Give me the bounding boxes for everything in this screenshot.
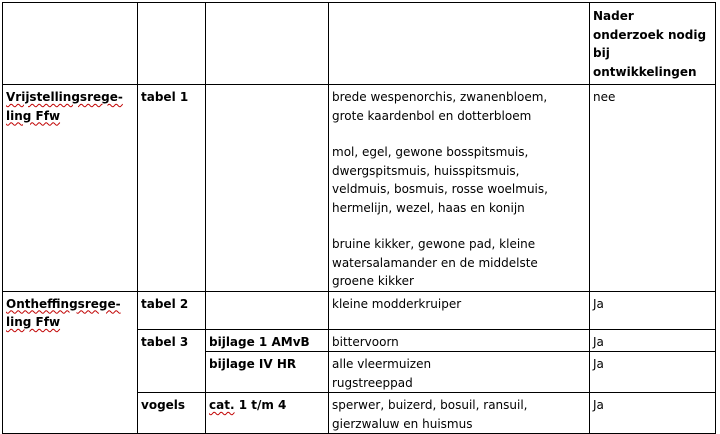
species-table [2,2,716,434]
species-line: gierzwaluw en huismus [332,416,473,431]
tabel-cell: tabel 2 [138,291,206,329]
cat-rest: 1 t/m 4 [234,398,287,412]
nader-cell: Ja [590,352,716,393]
species-line: grote kaardenbol en dotterbloem [332,108,532,123]
species-line: veldmuis, bosmuis, rosse woelmuis, [332,182,548,196]
nader-cell: Ja [590,291,716,329]
spacer [332,125,587,143]
header-line: ontwikkelingen [593,64,697,79]
header-line: onderzoek nodig [593,27,707,42]
header-cell-tabel [138,3,206,85]
bijlage-cell-empty [206,291,329,329]
spacer [332,217,587,235]
header-cell-regeling [3,3,138,85]
header-cell-soorten [329,3,590,85]
regeling-line: Ontheffingsrege- [6,296,121,311]
species-cell [329,393,590,434]
species-cell-vrijstelling [329,85,590,292]
header-line: bij [593,46,610,60]
species-line: brede wespenorchis, zwanenbloem, [332,90,548,104]
cat-prefix: cat. [209,398,235,412]
species-cell: kleine modderkruiper [329,291,590,329]
species-line: rugstreeppad [332,375,413,390]
table-row-vrijstelling [3,85,716,292]
species-line: sperwer, buizerd, bosuil, ransuil, [332,398,528,412]
regeling-cell-vrijstelling [3,85,138,292]
species-cell: bittervoorn [329,329,590,352]
header-line: Nader [593,9,634,23]
species-line: dwergspitsmuis, huisspitsmuis, [332,163,520,178]
species-line: mol, egel, gewone bosspitsmuis, [332,145,529,159]
bijlage-cell-cat [206,393,329,434]
tabel-cell: vogels [138,393,206,434]
tabel-cell: tabel 1 [138,85,206,292]
table-row-tabel2 [3,291,716,329]
species-cell [329,352,590,393]
regeling-line: Vrijstellingsrege- [6,90,123,104]
regeling-line: ling Ffw [6,315,61,329]
species-line: alle vleermuizen [332,357,432,371]
nader-cell: nee [590,85,716,292]
bijlage-cell: bijlage 1 AMvB [206,329,329,352]
species-line: groene kikker [332,274,414,288]
header-cell-bijlage [206,3,329,85]
species-line: hermelijn, wezel, haas en konijn [332,200,525,215]
regeling-cell-ontheffing [3,291,138,434]
header-cell-nader-onderzoek [590,3,716,85]
species-line: watersalamander en de middelste [332,255,538,270]
bijlage-cell-empty [206,85,329,292]
bijlage-cell: bijlage IV HR [206,352,329,393]
nader-cell: Ja [590,329,716,352]
regeling-line: ling Ffw [6,108,61,123]
tabel-cell: tabel 3 [138,329,206,393]
nader-cell: Ja [590,393,716,434]
species-line: bruine kikker, gewone pad, kleine [332,237,536,251]
header-row [3,3,716,85]
